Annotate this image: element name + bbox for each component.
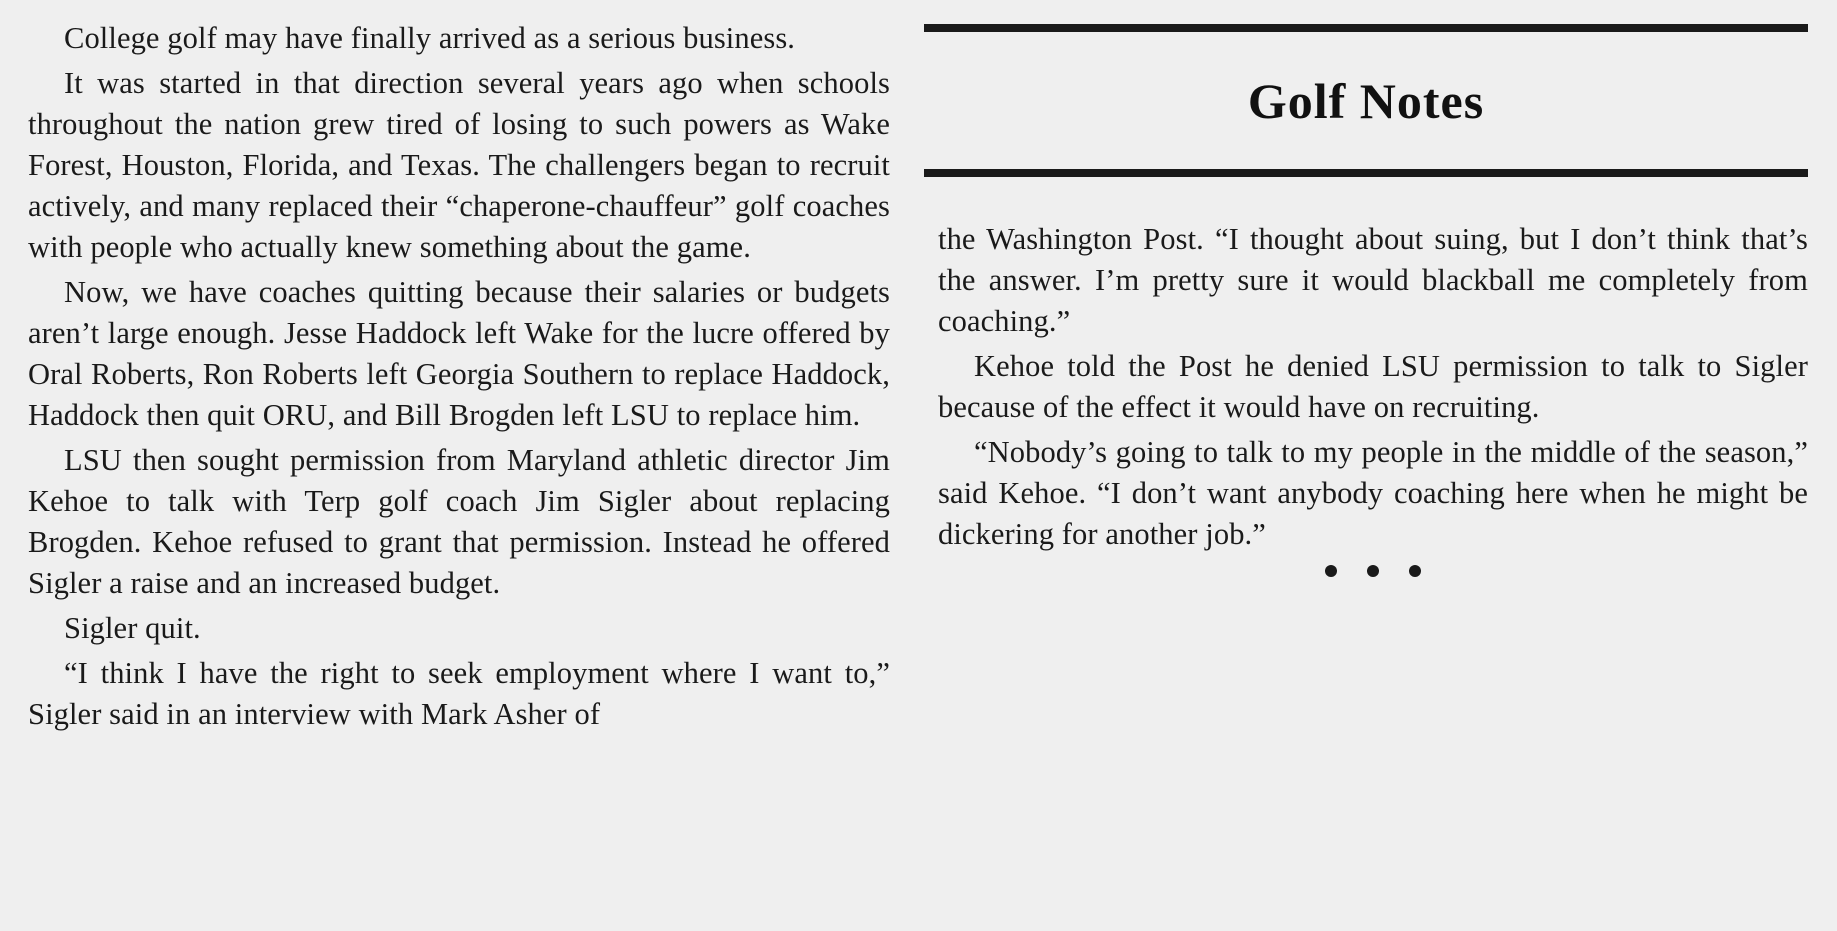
- article-paragraph: the Washington Post. “I thought about suing, but I don’t think that’s the answer. I’m pretty sure it would blackball me completely from coaching.”: [938, 222, 1808, 338]
- left-column: [28, 18, 890, 739]
- heading-bottom-rule: [924, 169, 1808, 177]
- article-paragraph: College golf may have finally arrived as a serious business.: [64, 21, 796, 55]
- right-column-body: [924, 219, 1808, 577]
- section-separator: [938, 565, 1808, 577]
- article-paragraph: LSU then sought permission from Maryland athletic director Jim Kehoe to talk with Terp golf coach Jim Sigler about replacing Brogden. Kehoe refused to grant that permission. Instead he offered Sigler a raise and an increased budget.: [28, 443, 890, 600]
- article-paragraph: “Nobody’s going to talk to my people in the middle of the season,” said Kehoe. “I don’t want anybody coaching here when he might be dickering for another job.”: [938, 435, 1808, 551]
- article-paragraph: Kehoe told the Post he denied LSU permission to talk to Sigler because of the effect it would have on recruiting.: [938, 349, 1808, 424]
- bullet-dot: [1409, 565, 1421, 577]
- article-paragraph: Now, we have coaches quitting because their salaries or budgets aren’t large enough. Jesse Haddock left Wake for the lucre offered by Oral Roberts, Ron Roberts left Georgia Southern to replace Haddock, Haddock then quit ORU, and Bill Brogden left LSU to replace him.: [28, 275, 890, 432]
- heading-box: [924, 32, 1808, 169]
- right-column: [924, 18, 1808, 577]
- heading-top-rule: [924, 24, 1808, 32]
- section-heading: Golf Notes: [1247, 72, 1485, 129]
- bullet-dot: [1367, 565, 1379, 577]
- article-paragraph: Sigler quit.: [64, 611, 201, 645]
- bullet-dot: [1325, 565, 1337, 577]
- article-paragraph: “I think I have the right to seek employment where I want to,” Sigler said in an interview with Mark Asher of: [28, 656, 890, 731]
- article-paragraph: It was started in that direction several years ago when schools throughout the nation grew tired of losing to such powers as Wake Forest, Houston, Florida, and Texas. The challengers began to recruit actively, and many replaced their “chaperone-chauffeur” golf coaches with people who actually knew something about the game.: [28, 66, 890, 264]
